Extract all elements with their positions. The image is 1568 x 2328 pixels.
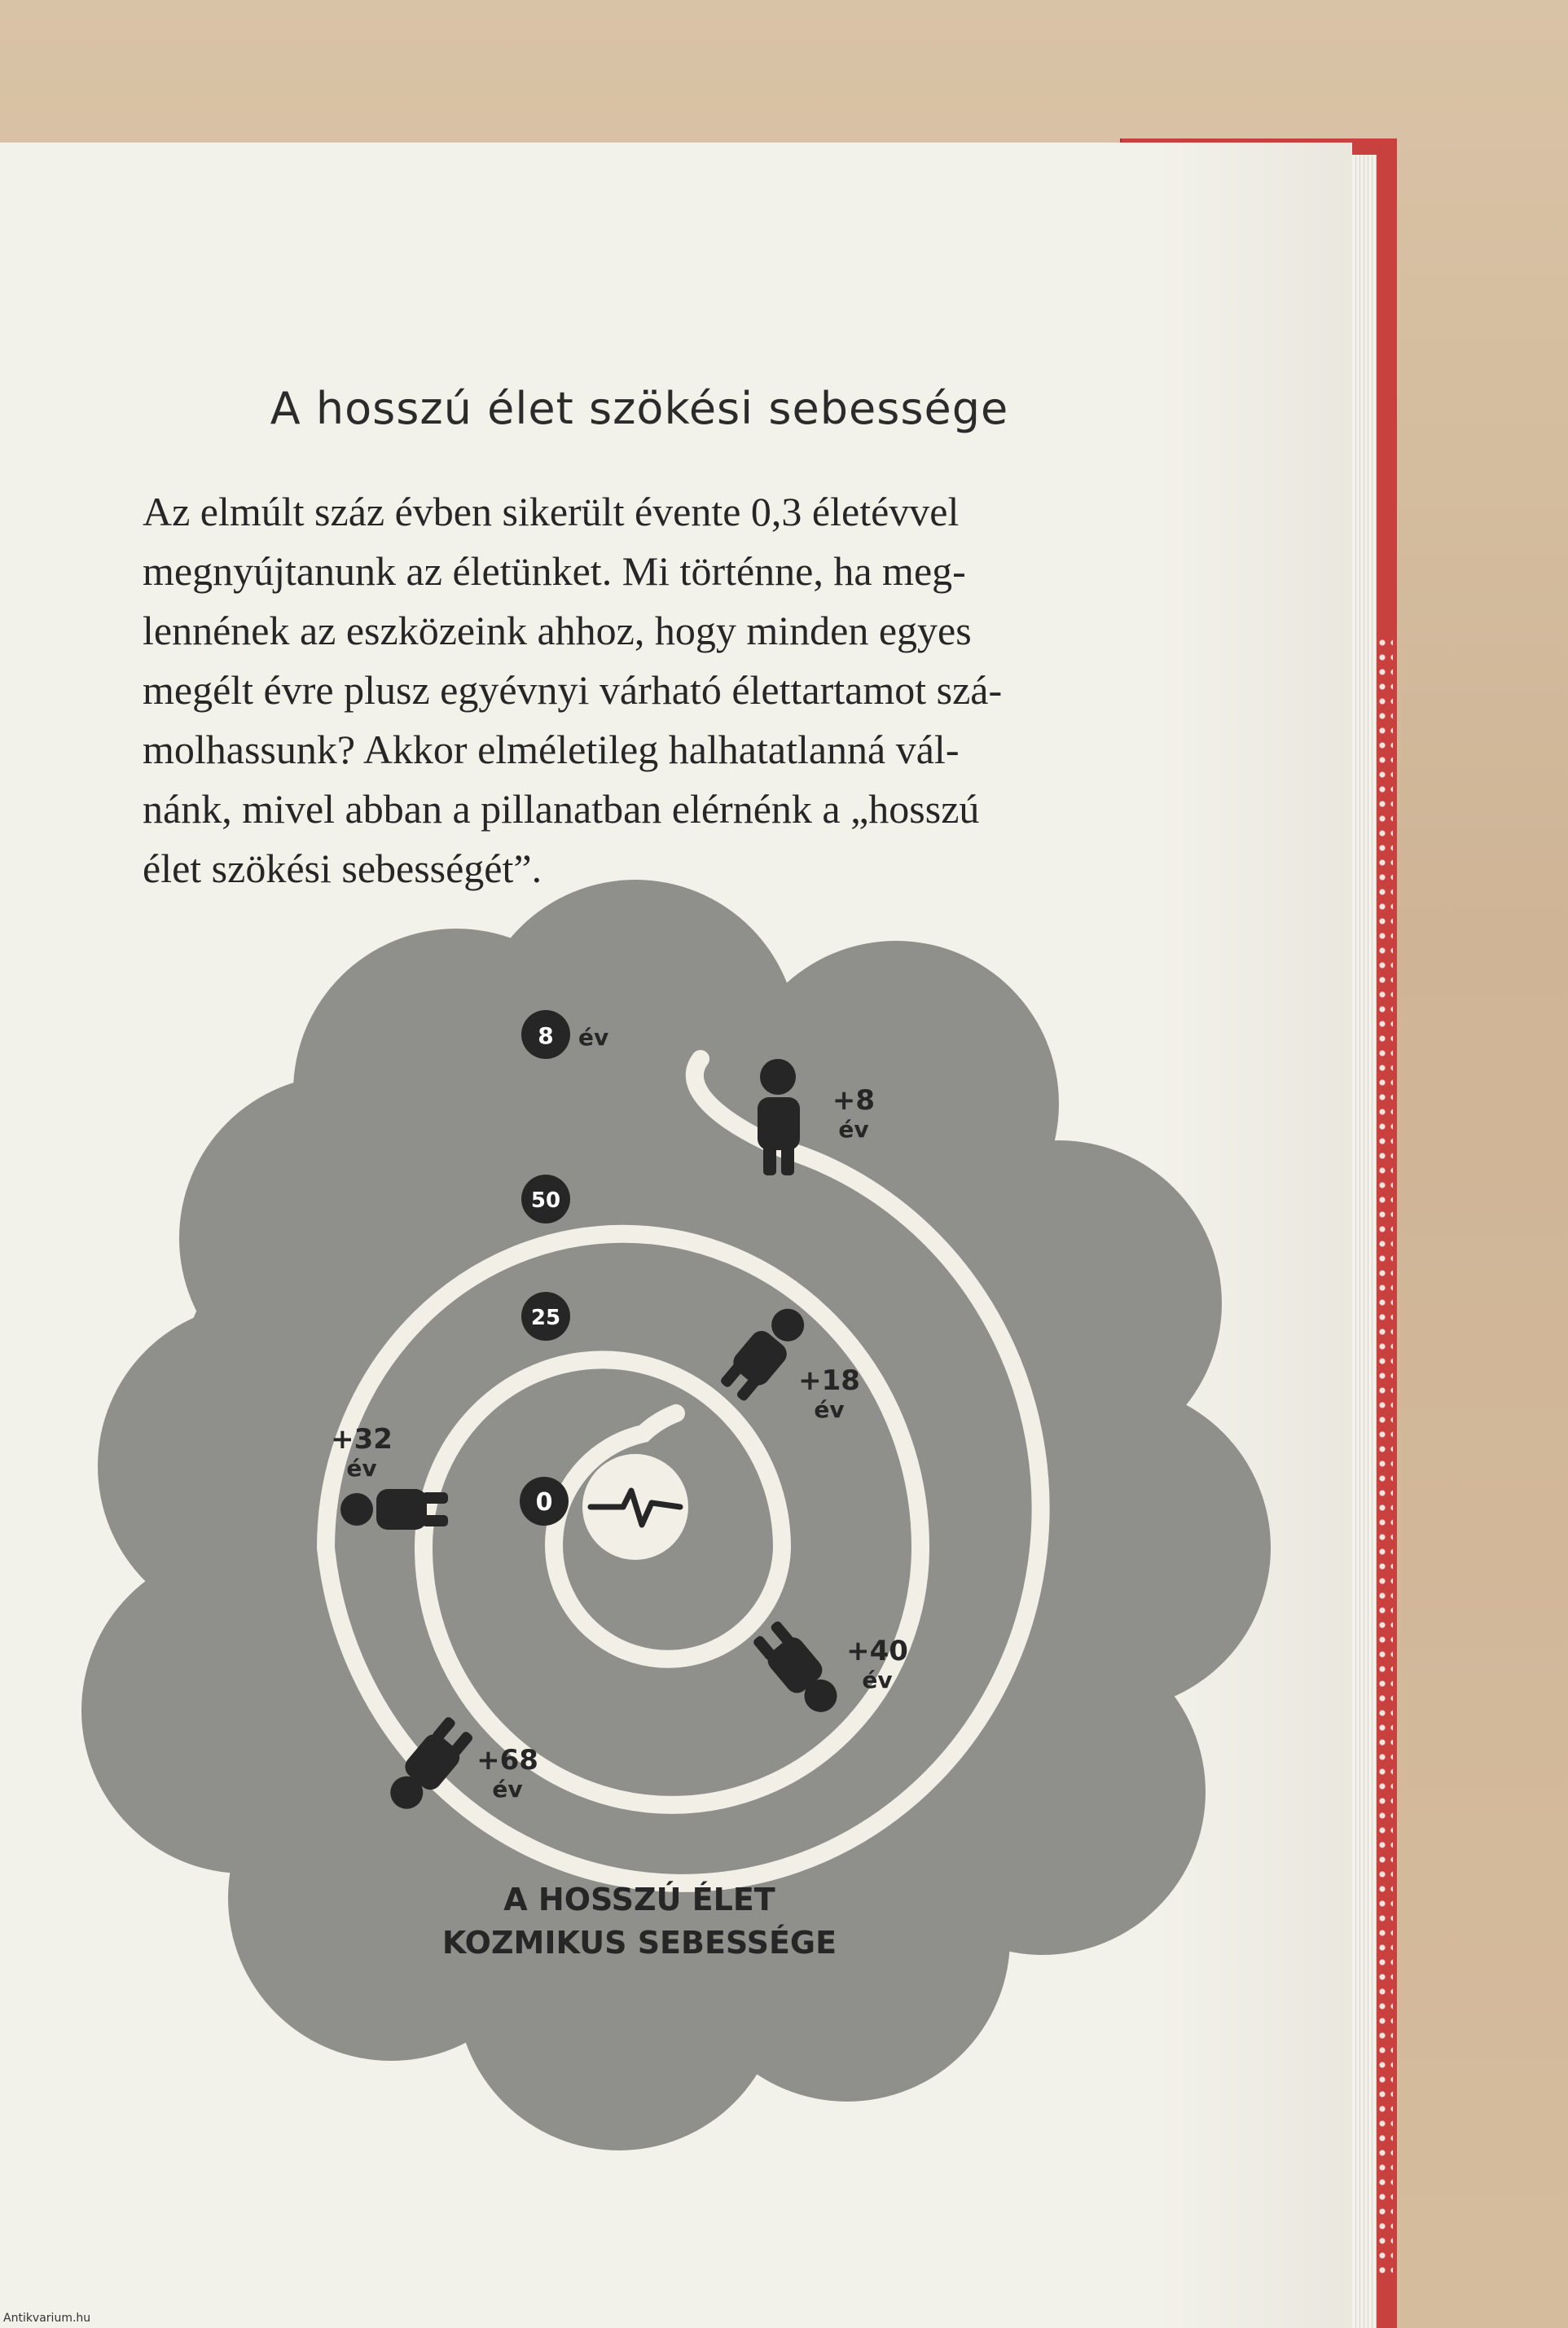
paragraph-line: molhassunk? Akkor elméletileg halhatatlanná vál- <box>143 727 960 772</box>
label-unit: év <box>492 1776 523 1803</box>
label-plus-40: +40 <box>846 1635 908 1667</box>
age-marker-50 <box>521 1175 570 1223</box>
paragraph-line: nánk, mivel abban a pillanatban elérnénk a „hosszú <box>143 786 980 832</box>
svg-text:8: 8 <box>538 1022 554 1049</box>
paragraph-line: megnyújtanunk az életünket. Mi történne, ha meg- <box>143 548 966 594</box>
svg-text:év: év <box>578 1024 609 1051</box>
figure-caption-line1: A HOSSZÚ ÉLET <box>503 1882 775 1917</box>
label-unit: év <box>862 1667 893 1693</box>
paragraph-line: élet szökési sebességét”. <box>143 846 542 891</box>
label-plus-68: +68 <box>477 1744 538 1777</box>
paragraph-line: lennének az eszközeink ahhoz, hogy minden egyes <box>143 608 972 653</box>
label-unit: év <box>814 1396 845 1423</box>
label-unit: év <box>838 1116 869 1143</box>
svg-text:50: 50 <box>530 1188 561 1213</box>
page-title: A hosszú élet szökési sebessége <box>270 383 1009 434</box>
svg-text:25: 25 <box>530 1306 561 1330</box>
label-unit: év <box>346 1455 377 1482</box>
svg-text:0: 0 <box>535 1488 553 1517</box>
watermark: Antikvarium.hu <box>3 2312 91 2325</box>
age-marker-25 <box>521 1292 570 1341</box>
paragraph-line: Az elmúlt száz évben sikerült évente 0,3 életévvel <box>143 489 960 534</box>
paragraph-line: megélt évre plusz egyévnyi várható élettartamot szá- <box>143 667 1003 713</box>
age-marker-0 <box>520 1477 569 1526</box>
label-plus-18: +18 <box>798 1364 860 1397</box>
label-plus-32: +32 <box>331 1423 393 1456</box>
figure-caption-line2: KOZMIKUS SEBESSÉGE <box>441 1925 837 1961</box>
label-plus-8: +8 <box>832 1084 876 1117</box>
